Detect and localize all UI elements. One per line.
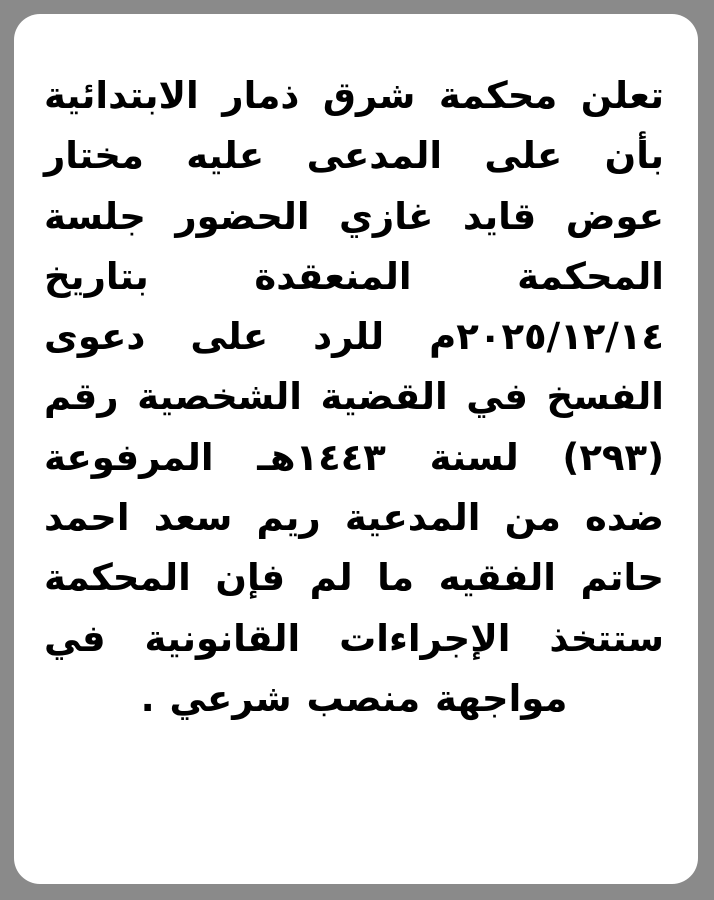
notice-card — [14, 14, 698, 884]
notice-body-text: تعلن محكمة شرق ذمار الابتدائية بأن على المدعى عليه مختار عوض قايد غازي الحضور جلسة المحكمة المنعقدة بتاريخ ٢٠٢٥/١٢/١٤م للرد على دعوى الفسخ في القضية الشخصية رقم (٢٩٣) لسنة ١٤٤٣هـ المرفوعة ضده من المدعية ريم سعد احمد حاتم الفقيه ما لم فإن المحكمة ستتخذ الإجراءات القانونية في مواجهة منصب شرعي . — [29, 74, 665, 720]
